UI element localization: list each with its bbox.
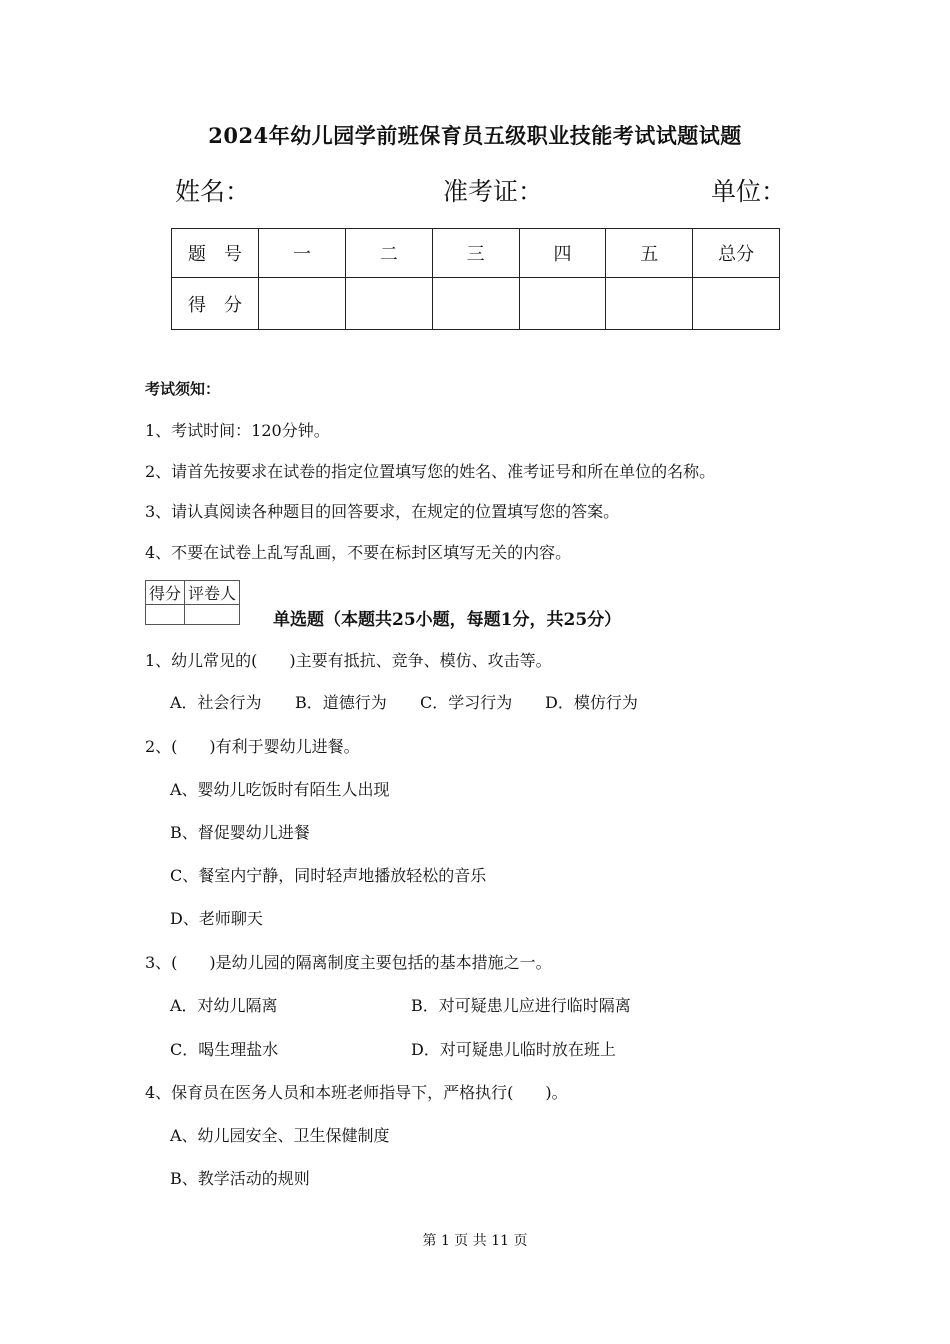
notice-item: 2、请首先按要求在试卷的指定位置填写您的姓名、准考证号和所在单位的名称。: [145, 462, 716, 481]
page-title: 2024年幼儿园学前班保育员五级职业技能考试试题试题: [208, 123, 742, 148]
option-a[interactable]: A、婴幼儿吃饭时有陌生人出现: [170, 780, 390, 799]
score-header-cell: 五: [606, 229, 693, 278]
notice-heading: 考试须知：: [145, 380, 221, 398]
page-footer: 第 1 页 共 11 页: [422, 1233, 528, 1249]
option-a[interactable]: A、幼儿园安全、卫生保健制度: [170, 1126, 390, 1145]
grader-score-cell[interactable]: [146, 605, 185, 625]
score-table-header-row: [172, 229, 780, 278]
score-header-cell: 四: [519, 229, 606, 278]
score-header-cell: 二: [345, 229, 432, 278]
score-header-cell: 总分: [693, 229, 780, 278]
grader-score-label: 得分: [146, 581, 185, 605]
score-header-cell: 一: [259, 229, 346, 278]
notice-item: 4、不要在试卷上乱写乱画，不要在标封区填写无关的内容。: [145, 543, 572, 562]
score-header-cell: 三: [432, 229, 519, 278]
option-b[interactable]: B、督促婴幼儿进餐: [170, 823, 310, 842]
option-b[interactable]: B．道德行为: [295, 693, 387, 712]
name-field-label: 姓名：: [175, 177, 251, 206]
option-b[interactable]: B、教学活动的规则: [170, 1169, 310, 1188]
score-row-label: 得 分: [172, 278, 259, 330]
question-stem: 4、保育员在医务人员和本班老师指导下，严格执行( )。: [145, 1083, 568, 1102]
score-cell[interactable]: [345, 278, 432, 330]
score-table: [171, 228, 780, 330]
score-header-cell: 题 号: [172, 229, 259, 278]
option-a[interactable]: A．对幼儿隔离: [170, 996, 278, 1015]
option-d[interactable]: D、老师聊天: [170, 909, 263, 928]
score-cell[interactable]: [606, 278, 693, 330]
option-c[interactable]: C．学习行为: [420, 693, 513, 712]
option-d[interactable]: D．对可疑患儿临时放在班上: [411, 1040, 616, 1059]
option-d[interactable]: D．模仿行为: [545, 693, 638, 712]
option-c[interactable]: C、餐室内宁静，同时轻声地播放轻松的音乐: [170, 866, 487, 885]
score-cell[interactable]: [693, 278, 780, 330]
exam-id-field-label: 准考证：: [443, 177, 544, 206]
notice-item: 3、请认真阅读各种题目的回答要求，在规定的位置填写您的答案。: [145, 502, 620, 521]
score-table-score-row: [172, 278, 780, 330]
unit-field-label: 单位：: [711, 177, 787, 206]
option-a[interactable]: A．社会行为: [170, 693, 262, 712]
score-cell[interactable]: [432, 278, 519, 330]
question-stem: 1、幼儿常见的( )主要有抵抗、竞争、模仿、攻击等。: [145, 651, 552, 670]
notice-item: 1、考试时间：120分钟。: [145, 421, 330, 440]
score-cell[interactable]: [259, 278, 346, 330]
question-stem: 2、( )有利于婴幼儿进餐。: [145, 737, 360, 756]
section-title: 单选题（本题共25小题，每题1分，共25分）: [273, 610, 622, 630]
question-stem: 3、( )是幼儿园的隔离制度主要包括的基本措施之一。: [145, 953, 552, 972]
option-c[interactable]: C．喝生理盐水: [170, 1040, 279, 1059]
grader-box: [145, 580, 240, 625]
option-b[interactable]: B．对可疑患儿应进行临时隔离: [411, 996, 631, 1015]
grader-name-cell[interactable]: [185, 605, 240, 625]
grader-name-label: 评卷人: [185, 581, 240, 605]
score-cell[interactable]: [519, 278, 606, 330]
